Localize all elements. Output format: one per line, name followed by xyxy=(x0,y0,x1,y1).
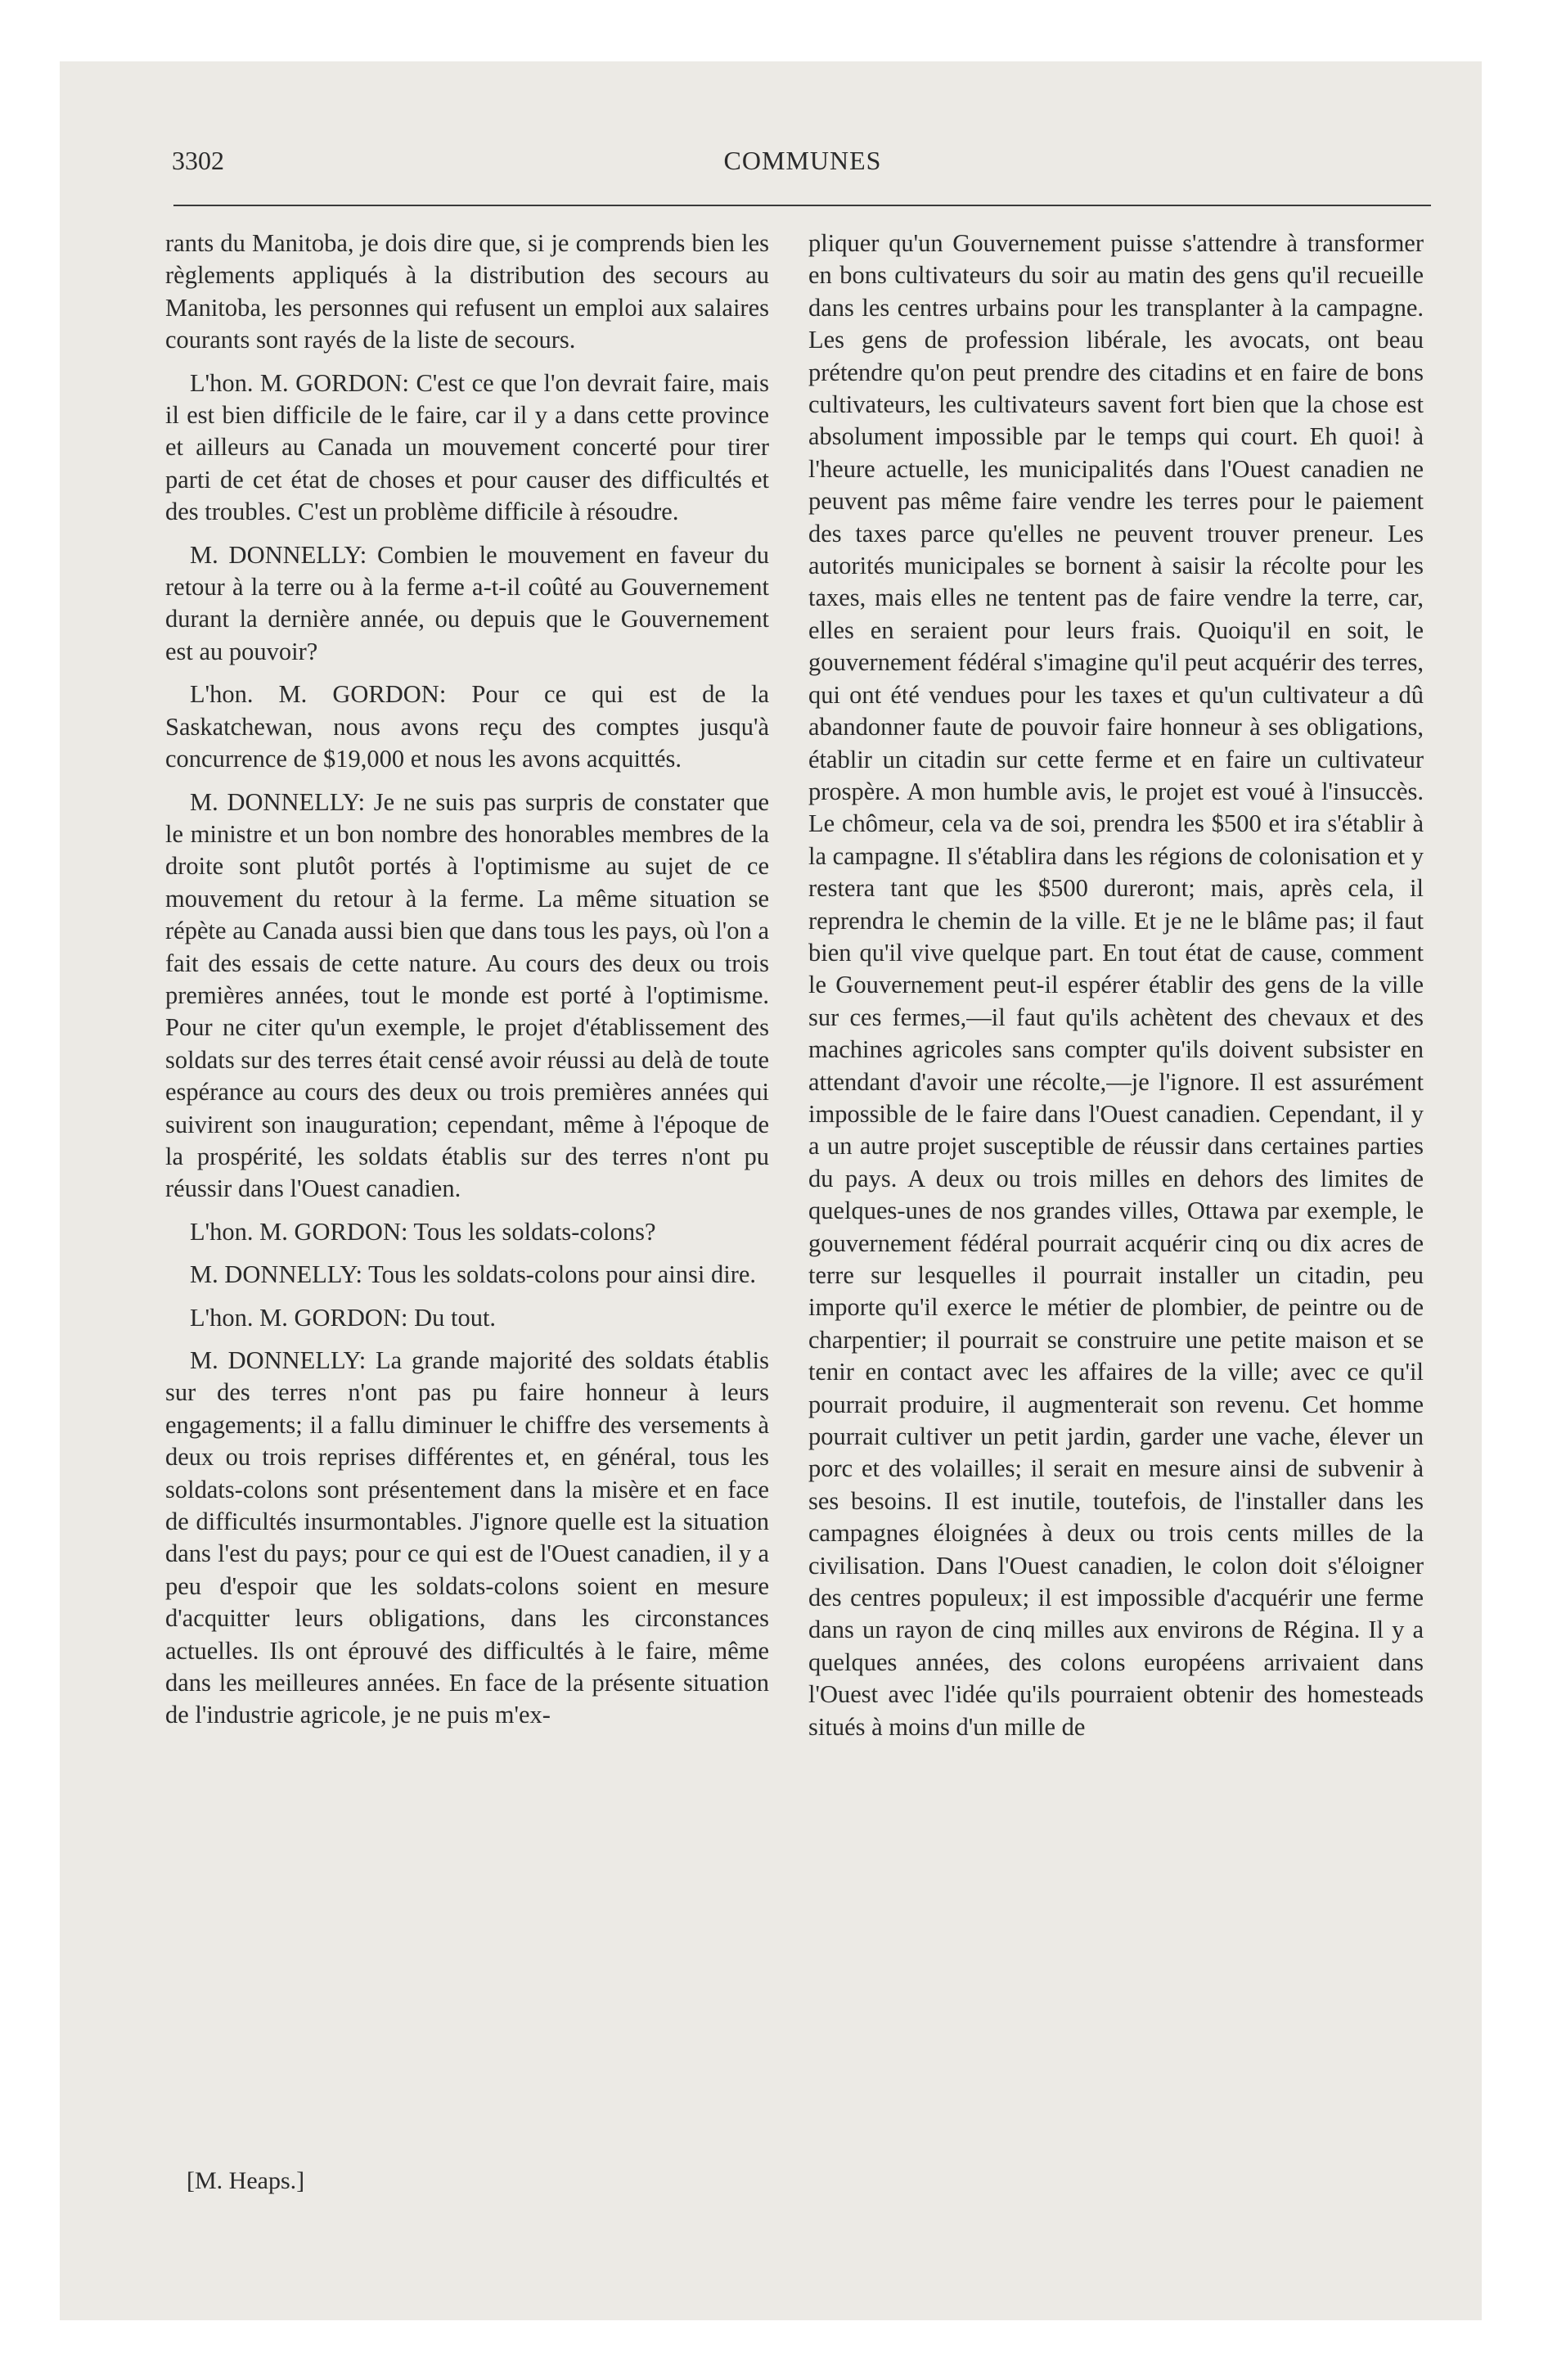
paragraph: M. DONNELLY: La grande majorité des soldats établis sur des terres n'ont pas pu faire honneur à leurs engagements; il a fallu diminuer le chiffre des versements à deux ou trois reprises différentes et, en général, tous les soldats-colons sont présentement dans la misère et en face de difficultés insurmontables. J'ignore quelle est la situation dans l'est du pays; pour ce qui est de l'Ouest canadien, il y a peu d'espoir que les soldats-colons soient en mesure d'acquitter leurs obligations, dans les circonstances actuelles. Ils ont éprouvé des difficultés à le faire, même dans les meilleures années. En face de la présente situation de l'industrie agricole, je ne puis m'ex- xyxy=(165,1346,769,1729)
paragraph: M. DONNELLY: Tous les soldats-colons pour ainsi dire. xyxy=(190,1260,757,1289)
paragraph: L'hon. M. GORDON: Tous les soldats-colons? xyxy=(190,1217,656,1246)
paragraph: M. DONNELLY: Je ne suis pas surpris de constater que le ministre et un bon nombre des honorables membres de la droite sont plutôt portés à l'optimisme au sujet de ce mouvement du retour à la ferme. La même situation se répète au Canada aussi bien que dans tous les pays, où l'on a fait des essais de cette nature. Au cours des deux ou trois premières années, tout le monde est porté à l'optimisme. Pour ne citer qu'un exemple, le projet d'établissement des soldats sur des terres était censé avoir réussi au delà de toute espérance au cours des deux ou trois premières années qui suivirent son inauguration; cependant, même à l'époque de la prospérité, les soldats établis sur des terres n'ont pu réussir dans l'Ouest canadien. xyxy=(165,787,769,1203)
paragraph: L'hon. M. GORDON: Du tout. xyxy=(190,1303,497,1332)
paragraph: L'hon. M. GORDON: C'est ce que l'on devrait faire, mais il est bien difficile de le faire, car il y a dans cette province et ailleurs au Canada un mouvement concerté pour tirer parti de cet état de choses et pour causer des difficultés et des troubles. C'est un problème difficile à résoudre. xyxy=(165,368,769,526)
paragraph: pliquer qu'un Gouvernement puisse s'attendre à transformer en bons cultivateurs du soir au matin des gens qu'il recueille dans les centres urbains pour les transplanter à la campagne. Les gens de profession libérale, les avocats, ont beau prétendre qu'on peut prendre des citadins et en faire de bons cultivateurs, les cultivateurs savent fort bien que la chose est absolument impossible par le temps qui court. Eh quoi! à l'heure actuelle, les municipalités dans l'Ouest canadien ne peuvent pas même faire vendre les terres pour le paiement des taxes parce qu'elles ne peuvent trouver preneur. Les autorités municipales se bornent à saisir la récolte pour les taxes, mais elles ne tentent pas de faire vendre la terre, car, elles en seraient pour leurs frais. Quoiqu'il en soit, le gouvernement fédéral s'imagine qu'il peut acquérir des terres, qui ont été vendues pour les taxes et qu'un cultivateur a dû abandonner faute de pouvoir faire honneur à ses obligations, établir un citadin sur cette ferme et en faire un cultivateur prospère. A mon humble avis, le projet est voué à l'insuccès. Le chômeur, cela va de soi, prendra les $500 et ira s'établir à la campagne. Il s'établira dans les régions de colonisation et y restera tant que les $500 dureront; mais, après cela, il reprendra le chemin de la ville. Et je ne le blâme pas; il faut bien qu'il vive quelque part. En tout état de cause, comment le Gouvernement peut-il espérer établir des gens de la ville sur ces fermes,—il faut qu'ils achètent des chevaux et des machines agricoles sans compter qu'ils doivent subsister en attendant d'avoir une récolte,—je l'ignore. Il est assurément impossible de le faire dans l'Ouest canadien. Cependant, il y a un autre projet susceptible de réussir dans certaines parties du pays. A deux ou trois milles en dehors des limites de quelques-unes de nos grandes villes, Ottawa par exemple, le gouvernement fédéral pourrait acquérir cinq ou dix acres de terre sur lesquelles il pourrait installer un citadin, peu importe qu'il exerce le métier de plombier, de peintre ou de charpentier; il pourrait se construire une petite maison et se tenir en contact avec les affaires de la ville; avec ce qu'il pourrait produire, il augmenterait son revenu. Cet homme pourrait cultiver un petit jardin, garder une vache, élever un porc et des volailles; il serait en mesure ainsi de subvenir à ses besoins. Il est inutile, toutefois, de l'installer dans les campagnes éloignées à deux ou trois cents milles de la civilisation. Dans l'Ouest canadien, le colon doit s'éloigner des centres populeux; il est impossible d'acquérir une ferme dans un rayon de cinq milles aux environs de Régina. Il y a quelques années, des colons européens arrivaient dans l'Ouest avec l'idée qu'ils pourraient obtenir des homesteads situés à moins d'un mille de xyxy=(808,229,1424,1741)
running-head: COMMUNES xyxy=(723,146,882,175)
paragraph: M. DONNELLY: Combien le mouvement en faveur du retour à la terre ou à la ferme a-t-il coûté au Gouvernement durant la dernière année, ou depuis que le Gouvernement est au pouvoir? xyxy=(165,540,769,665)
paragraph: rants du Manitoba, je dois dire que, si je comprends bien les règlements appliqués à la distribution des secours au Manitoba, les personnes qui refusent un emploi aux salaires courants sont rayés de la liste de secours. xyxy=(165,229,769,354)
page-number: 3302 xyxy=(172,146,224,175)
right-column xyxy=(808,228,1424,1754)
page-header xyxy=(172,146,1433,187)
header-rule xyxy=(173,205,1431,206)
paragraph: L'hon. M. GORDON: Pour ce qui est de la Saskatchewan, nous avons reçu des comptes jusqu'à concurrence de $19,000 et nous les avons acquittés. xyxy=(165,680,769,773)
speaker-note: [M. Heaps.] xyxy=(187,2167,305,2194)
left-column xyxy=(165,228,769,1742)
